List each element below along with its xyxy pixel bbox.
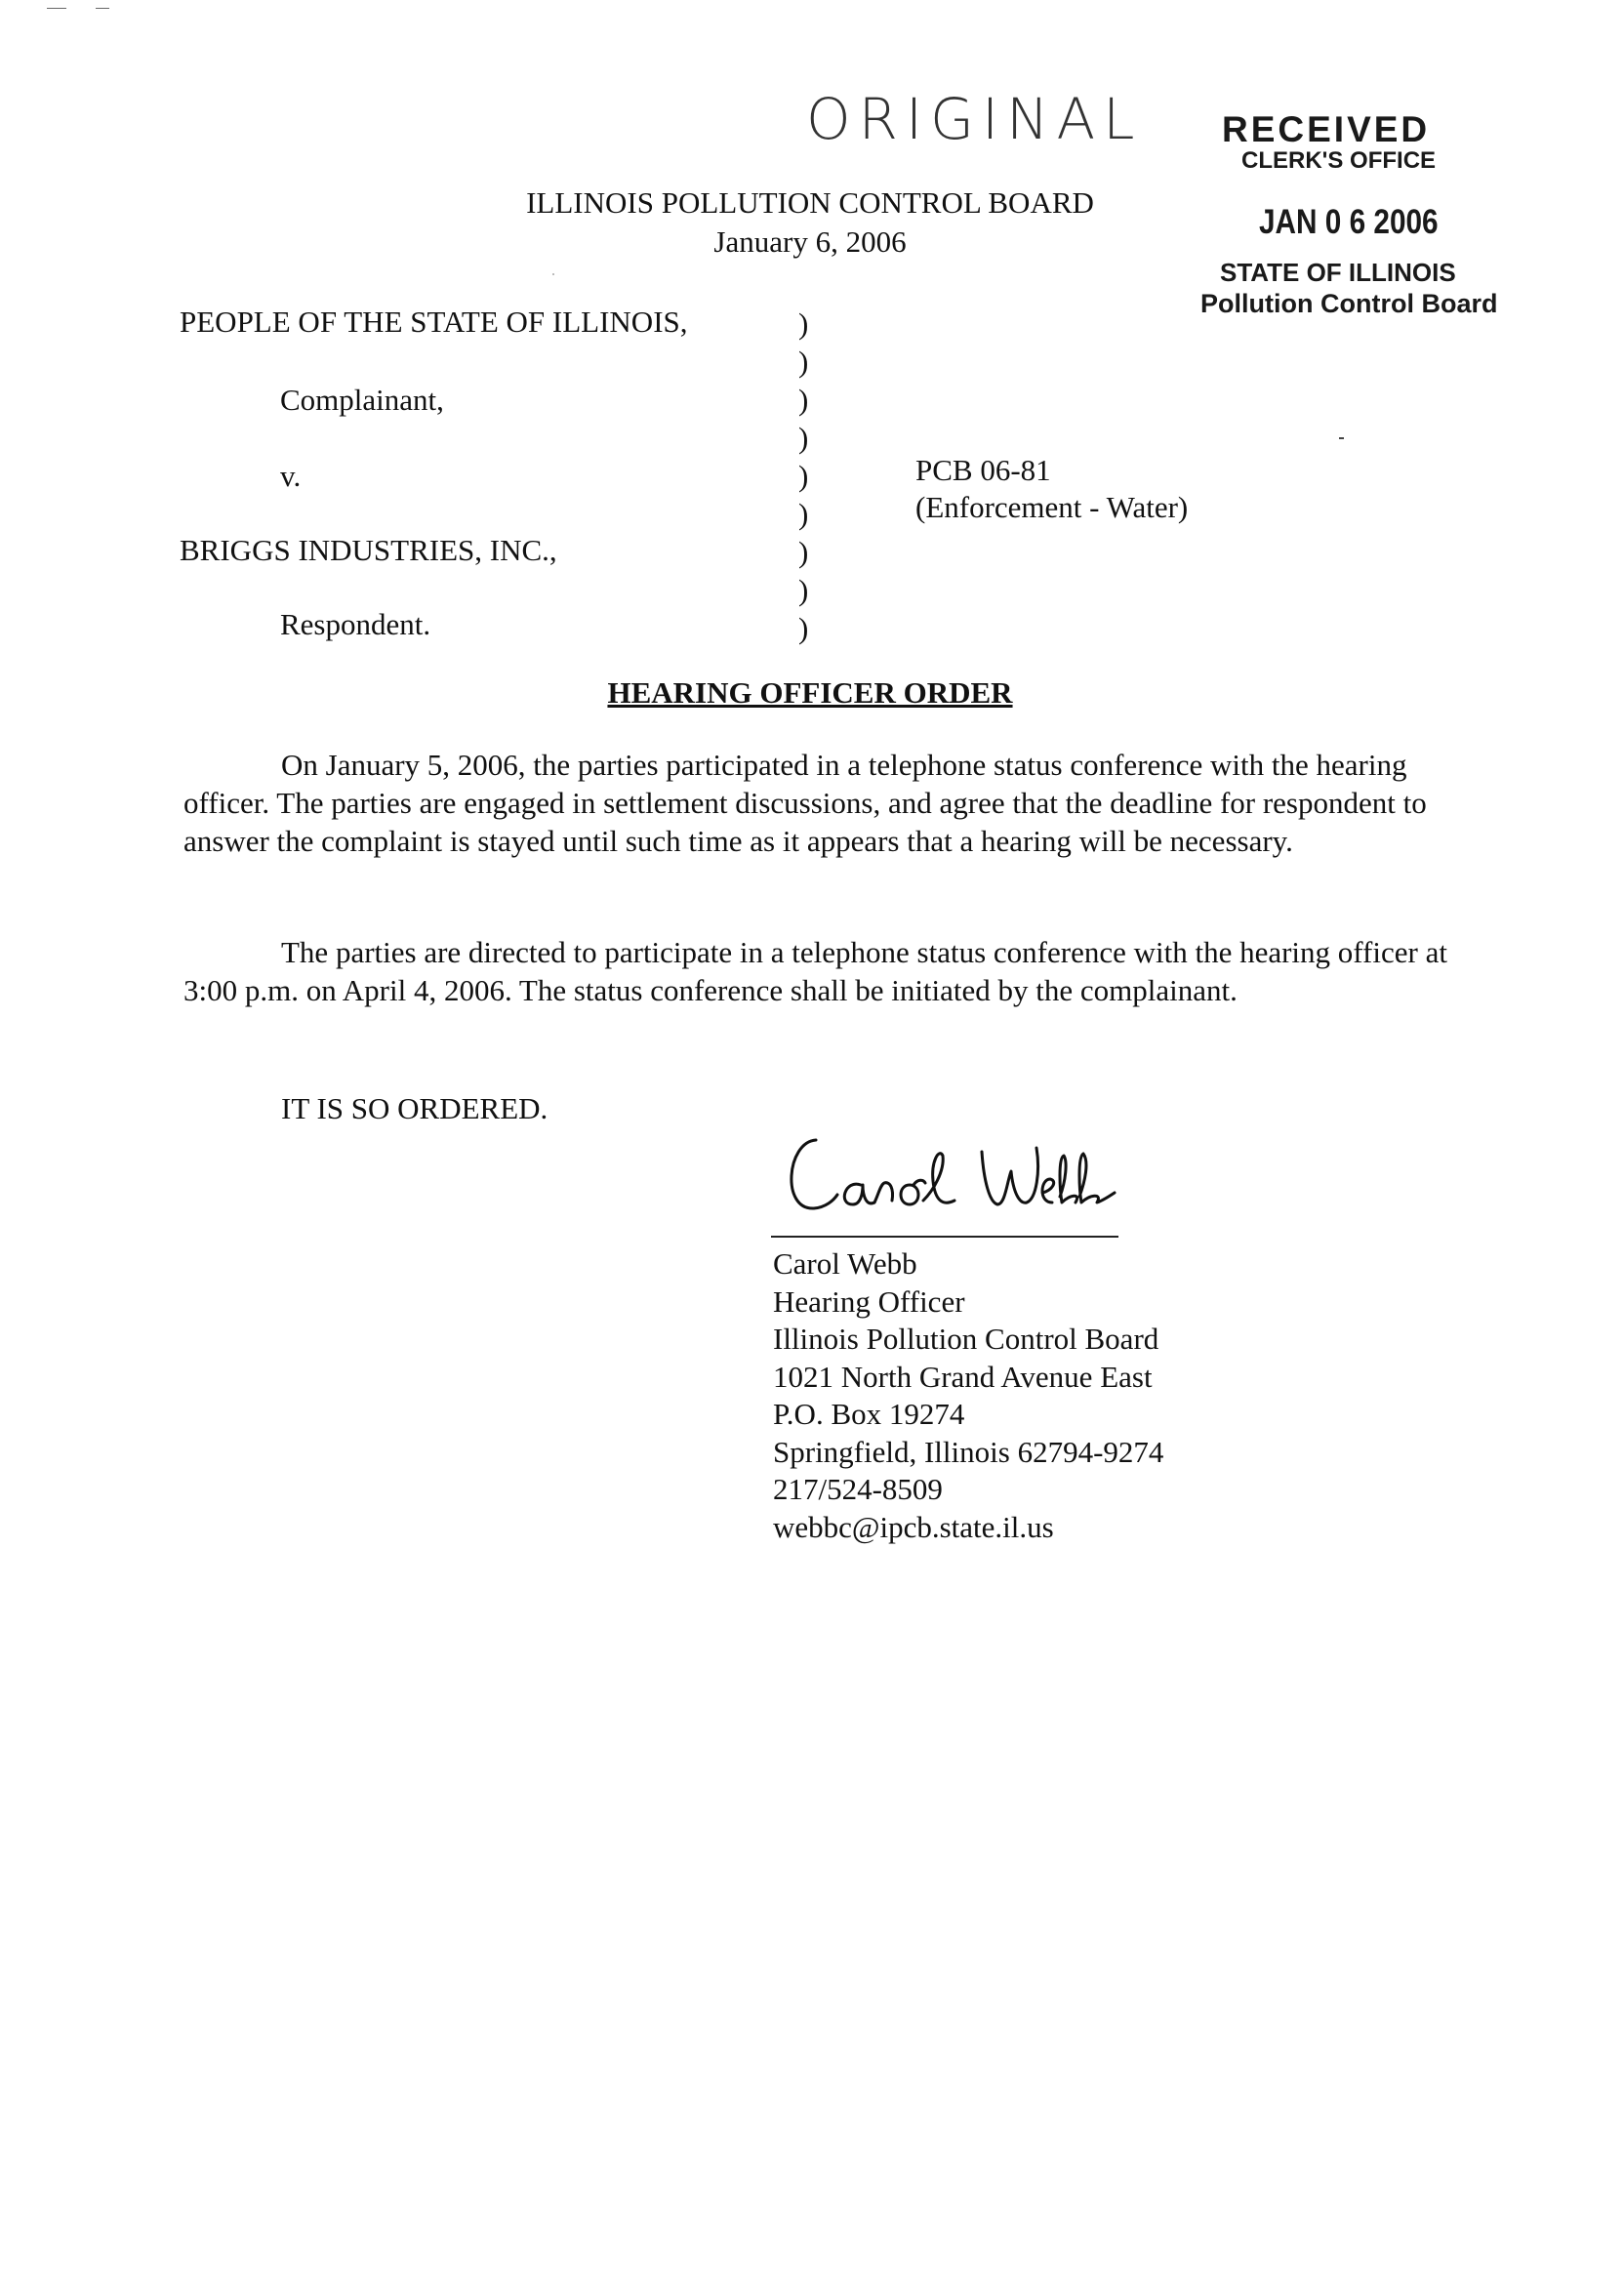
signer-organization: Illinois Pollution Control Board: [773, 1322, 1159, 1356]
board-header: ILLINOIS POLLUTION CONTROL BOARD: [526, 185, 1094, 220]
paren: ): [798, 345, 809, 379]
order-title: HEARING OFFICER ORDER: [607, 675, 1013, 710]
paren: ): [798, 459, 809, 493]
defendant-name: BRIGGS INDUSTRIES, INC.,: [180, 533, 557, 567]
paragraph-1: On January 5, 2006, the parties participated in a telephone status conference with the hearing officer. The parties are engaged in settlement discussions, and agree that the deadline for respondent to answer the complaint is stayed until such time as it appears that a hearing will be necessary.: [183, 748, 1427, 858]
address-city: Springfield, Illinois 62794-9274: [773, 1434, 1164, 1469]
versus: v.: [280, 459, 302, 493]
defendant-role: Respondent.: [280, 607, 431, 641]
address-po-box: P.O. Box 19274: [773, 1397, 965, 1431]
scan-dot: [1339, 437, 1344, 439]
paragraph-2: The parties are directed to participate in a telephone status conference with the hearing officer at 3:00 p.m. on April 4, 2006. The status conference shall be initiated by the complainant.: [183, 935, 1447, 1007]
signature-line: [771, 1236, 1118, 1238]
paren: ): [798, 611, 809, 645]
received-office: CLERK'S OFFICE: [1241, 147, 1437, 174]
phone-number: 217/524-8509: [773, 1472, 943, 1506]
signature-block: [773, 1245, 1163, 1546]
header-date: January 6, 2006: [713, 224, 907, 259]
signer-title: Hearing Officer: [773, 1284, 965, 1319]
email-address: webbc@ipcb.state.il.us: [773, 1509, 1054, 1544]
paren: ): [798, 421, 809, 455]
scan-mark: [47, 8, 66, 9]
case-type: (Enforcement - Water): [915, 490, 1189, 524]
original-stamp: ORIGINAL: [806, 86, 1143, 152]
plaintiff-name: PEOPLE OF THE STATE OF ILLINOIS,: [180, 305, 688, 339]
received-date: JAN 0 6 2006: [1259, 203, 1439, 241]
received-board: Pollution Control Board: [1200, 289, 1498, 318]
received-title: RECEIVED: [1222, 109, 1431, 149]
signer-name: Carol Webb: [773, 1246, 917, 1281]
paren: ): [798, 535, 809, 569]
paren: ): [798, 573, 809, 607]
scan-dot: [552, 273, 554, 275]
paren: ): [798, 306, 809, 341]
paren: ): [798, 383, 809, 417]
closing-statement: IT IS SO ORDERED.: [281, 1091, 548, 1125]
received-state: STATE OF ILLINOIS: [1220, 258, 1456, 287]
scan-mark: [96, 8, 109, 9]
address-street: 1021 North Grand Avenue East: [773, 1359, 1153, 1394]
signature: [777, 1122, 1128, 1230]
plaintiff-role: Complainant,: [280, 383, 444, 417]
paren: ): [798, 497, 809, 531]
case-number: PCB 06-81: [915, 453, 1051, 487]
